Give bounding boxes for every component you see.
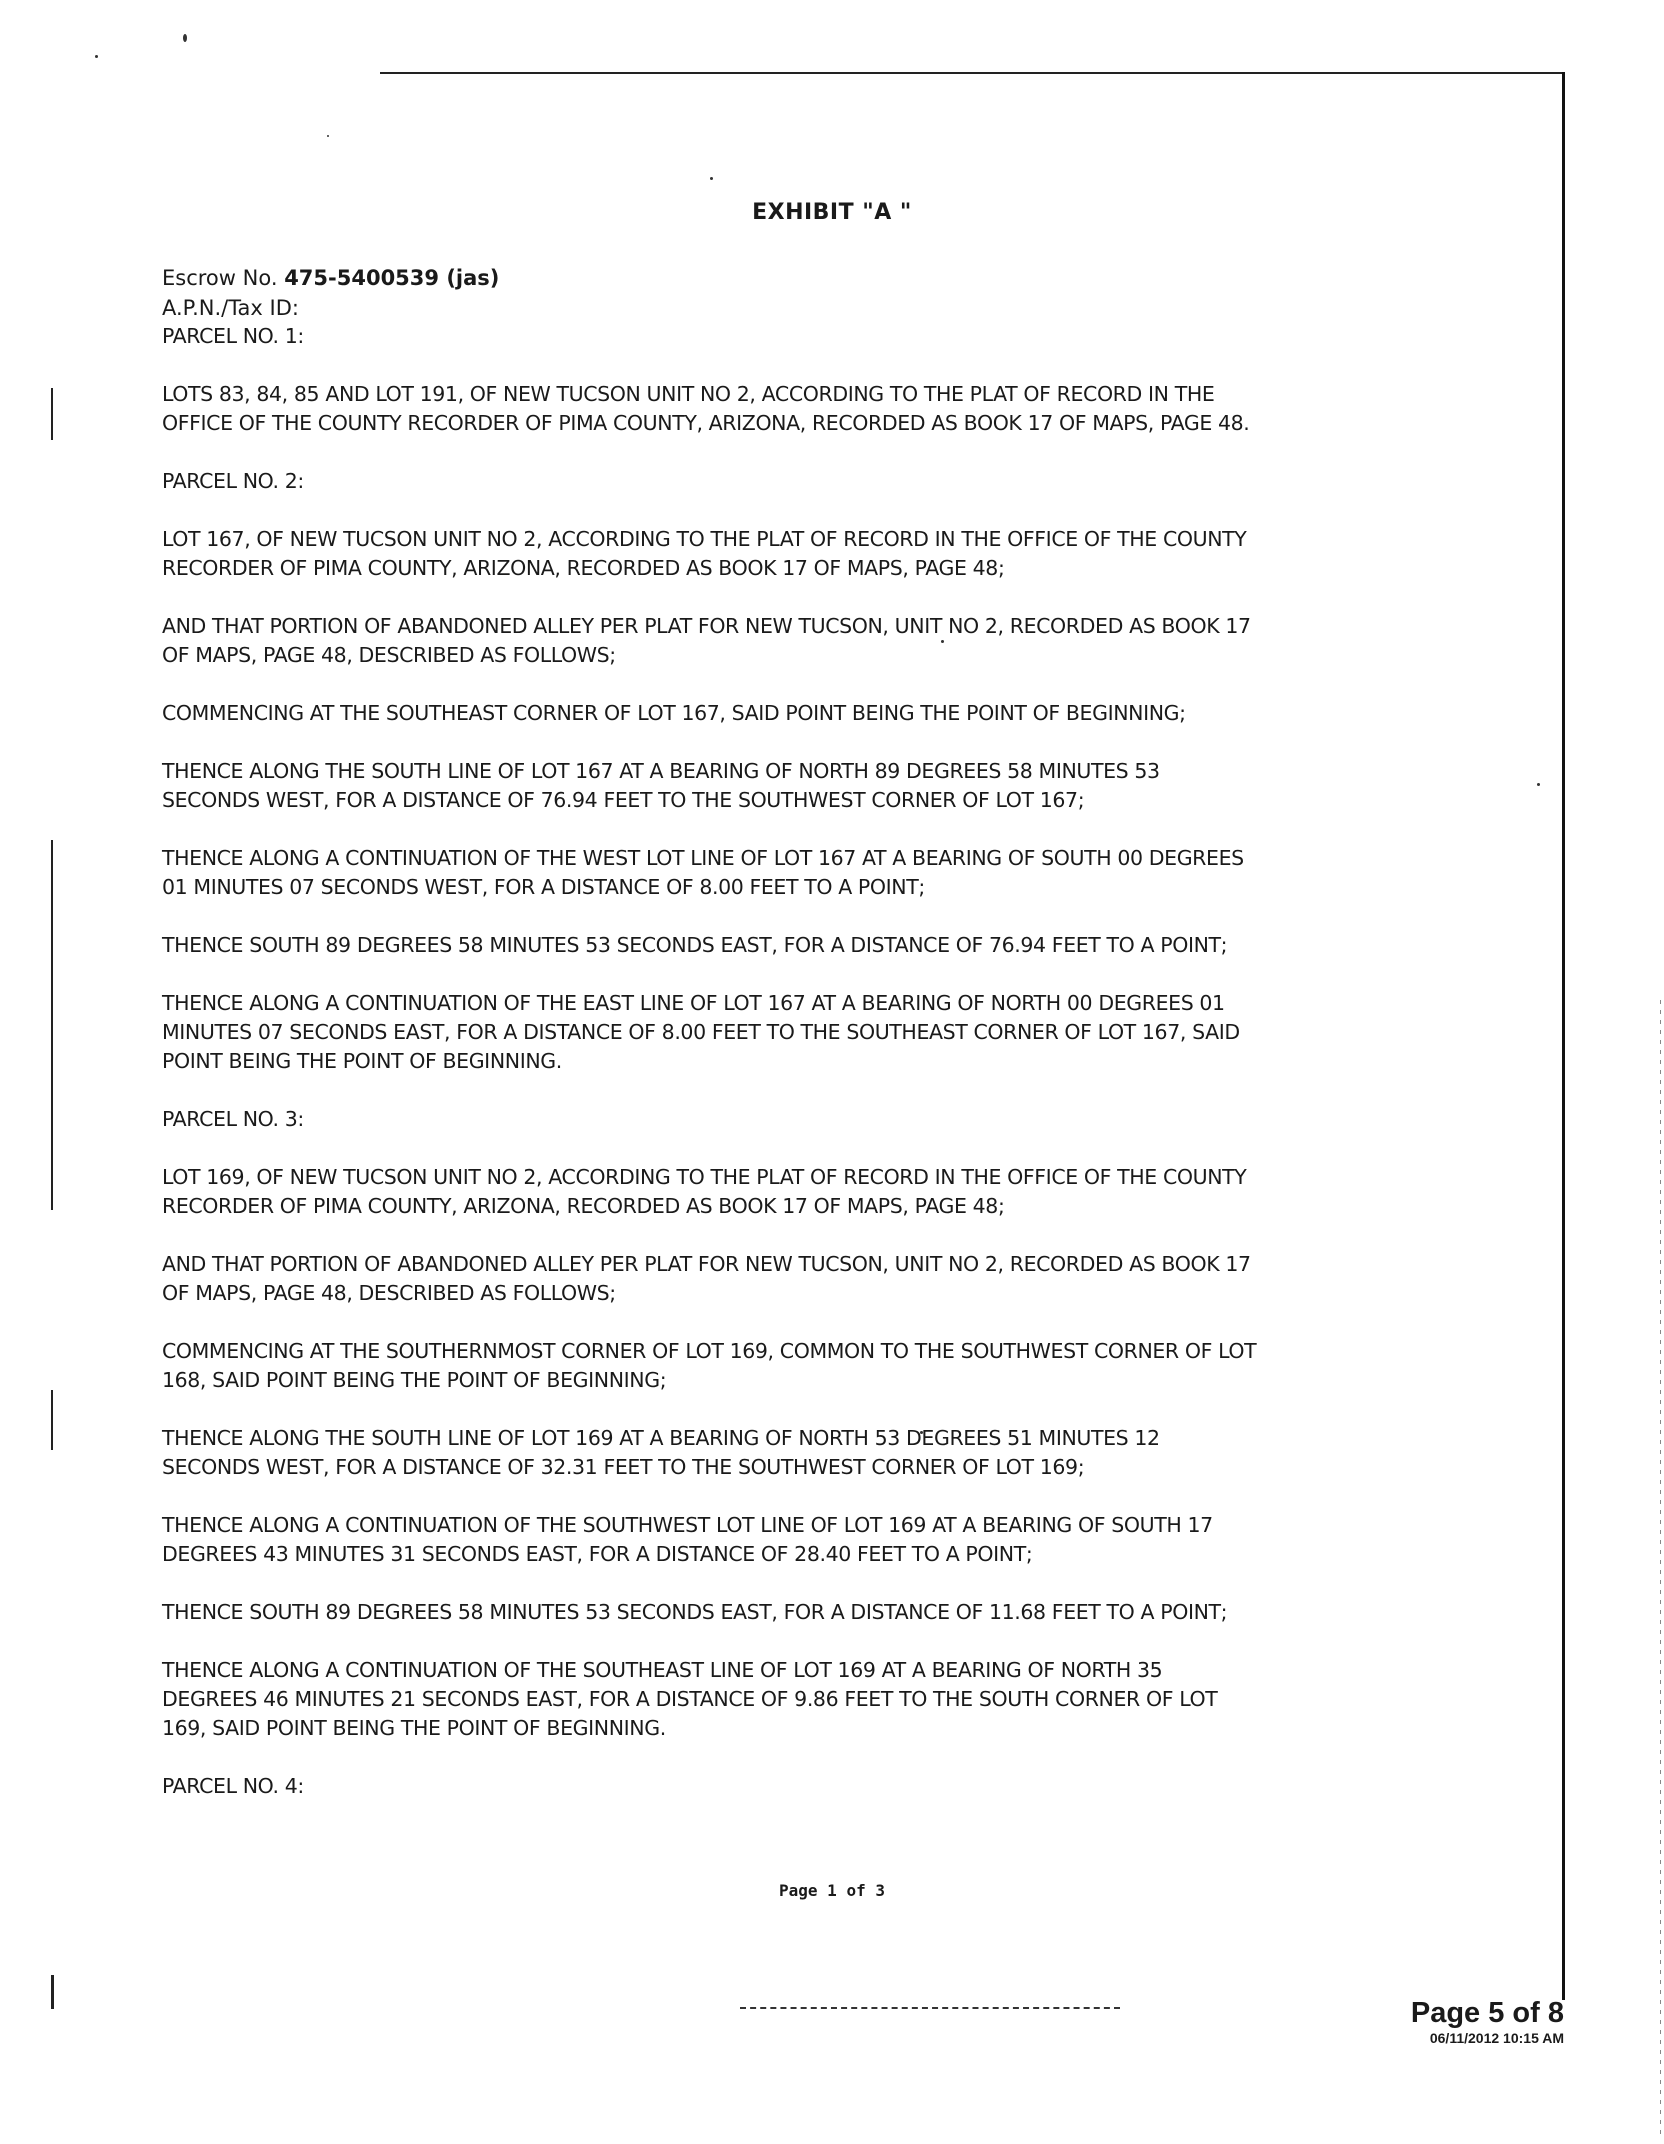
paragraph: THENCE SOUTH 89 DEGREES 58 MINUTES 53 SECONDS EAST, FOR A DISTANCE OF 76.94 FEET TO A POINT; xyxy=(162,933,1228,957)
paragraph: THENCE ALONG A CONTINUATION OF THE WEST LOT LINE OF LOT 167 AT A BEARING OF SOUTH 00 DEGREES 01 MINUTES 07 SECONDS WEST, FOR A DISTANCE OF 8.00 FEET TO A POINT; xyxy=(162,846,1244,899)
parcel-heading: PARCEL NO. 4: xyxy=(162,1774,304,1798)
scan-speck xyxy=(95,55,98,58)
paragraph: COMMENCING AT THE SOUTHEAST CORNER OF LOT 167, SAID POINT BEING THE POINT OF BEGINNING; xyxy=(162,701,1186,725)
escrow-number: 475-5400539 (jas) xyxy=(284,266,500,290)
right-border-line xyxy=(1562,72,1565,2000)
paragraph: LOT 169, OF NEW TUCSON UNIT NO 2, ACCORDING TO THE PLAT OF RECORD IN THE OFFICE OF THE COUNTY RECORDER OF PIMA COUNTY, ARIZONA, RECORDED AS BOOK 17 OF MAPS, PAGE 48; xyxy=(162,1165,1247,1218)
paragraph: LOT 167, OF NEW TUCSON UNIT NO 2, ACCORDING TO THE PLAT OF RECORD IN THE OFFICE OF THE COUNTY RECORDER OF PIMA COUNTY, ARIZONA, RECORDED AS BOOK 17 OF MAPS, PAGE 48; xyxy=(162,527,1247,580)
page-number: Page 1 of 3 xyxy=(779,1881,885,1900)
scan-speck xyxy=(327,135,329,137)
parcel-heading: PARCEL NO. 1: xyxy=(162,324,304,348)
top-border-line xyxy=(380,72,1565,74)
left-margin-mark xyxy=(51,388,53,440)
escrow-label: Escrow No. xyxy=(162,266,278,290)
legal-description xyxy=(162,322,1412,1830)
paragraph: THENCE SOUTH 89 DEGREES 58 MINUTES 53 SECONDS EAST, FOR A DISTANCE OF 11.68 FEET TO A POINT; xyxy=(162,1600,1228,1624)
paragraph: THENCE ALONG A CONTINUATION OF THE EAST LINE OF LOT 167 AT A BEARING OF NORTH 00 DEGREES 01 MINUTES 07 SECONDS EAST, FOR A DISTANCE OF 8.00 FEET TO THE SOUTHEAST CORNER OF LOT 167, SAID POINT BEING THE POINT OF BEGINNING. xyxy=(162,991,1240,1073)
page-stamp xyxy=(1411,1996,1564,2046)
paragraph: LOTS 83, 84, 85 AND LOT 191, OF NEW TUCSON UNIT NO 2, ACCORDING TO THE PLAT OF RECORD IN THE OFFICE OF THE COUNTY RECORDER OF PIMA COUNTY, ARIZONA, RECORDED AS BOOK 17 OF MAPS, PAGE 48. xyxy=(162,382,1250,435)
scan-speck xyxy=(710,177,713,180)
parcel-heading: PARCEL NO. 3: xyxy=(162,1107,304,1131)
exhibit-title: EXHIBIT "A " xyxy=(752,200,912,225)
left-margin-mark xyxy=(51,1390,53,1450)
stamp-page-label: Page 5 of 8 xyxy=(1410,1997,1564,2029)
scan-speck xyxy=(1537,783,1540,786)
left-margin-mark xyxy=(51,1975,54,2009)
paragraph: AND THAT PORTION OF ABANDONED ALLEY PER PLAT FOR NEW TUCSON, UNIT NO 2, RECORDED AS BOOK 17 OF MAPS, PAGE 48, DESCRIBED AS FOLLOWS; xyxy=(162,614,1251,667)
paragraph: THENCE ALONG THE SOUTH LINE OF LOT 167 AT A BEARING OF NORTH 89 DEGREES 58 MINUTES 53 SECONDS WEST, FOR A DISTANCE OF 76.94 FEET TO THE SOUTHWEST CORNER OF LOT 167; xyxy=(162,759,1160,812)
paragraph: THENCE ALONG A CONTINUATION OF THE SOUTHWEST LOT LINE OF LOT 169 AT A BEARING OF SOUTH 17 DEGREES 43 MINUTES 31 SECONDS EAST, FOR A DISTANCE OF 28.40 FEET TO A POINT; xyxy=(162,1513,1213,1566)
stamp-timestamp: 06/11/2012 10:15 AM xyxy=(1429,2030,1564,2046)
escrow-line xyxy=(162,263,499,293)
bottom-border-line xyxy=(740,2007,1120,2009)
paragraph: AND THAT PORTION OF ABANDONED ALLEY PER PLAT FOR NEW TUCSON, UNIT NO 2, RECORDED AS BOOK 17 OF MAPS, PAGE 48, DESCRIBED AS FOLLOWS; xyxy=(162,1252,1251,1305)
paragraph: THENCE ALONG A CONTINUATION OF THE SOUTHEAST LINE OF LOT 169 AT A BEARING OF NORTH 35 DEGREES 46 MINUTES 21 SECONDS EAST, FOR A DISTANCE OF 9.86 FEET TO THE SOUTH CORNER OF LOT 169, SAID POINT BEING THE POINT OF BEGINNING. xyxy=(162,1658,1218,1740)
apn-label: A.P.N./Tax ID: xyxy=(162,296,299,320)
paragraph: COMMENCING AT THE SOUTHERNMOST CORNER OF LOT 169, COMMON TO THE SOUTHWEST CORNER OF LOT 168, SAID POINT BEING THE POINT OF BEGINNING; xyxy=(162,1339,1257,1392)
scan-edge-line xyxy=(1660,1000,1661,2140)
parcel-heading: PARCEL NO. 2: xyxy=(162,469,304,493)
paragraph: THENCE ALONG THE SOUTH LINE OF LOT 169 AT A BEARING OF NORTH 53 DEGREES 51 MINUTES 12 SECONDS WEST, FOR A DISTANCE OF 32.31 FEET TO THE SOUTHWEST CORNER OF LOT 169; xyxy=(162,1426,1160,1479)
left-margin-mark xyxy=(51,840,53,1210)
scan-speck xyxy=(183,34,187,42)
escrow-info xyxy=(162,263,499,323)
